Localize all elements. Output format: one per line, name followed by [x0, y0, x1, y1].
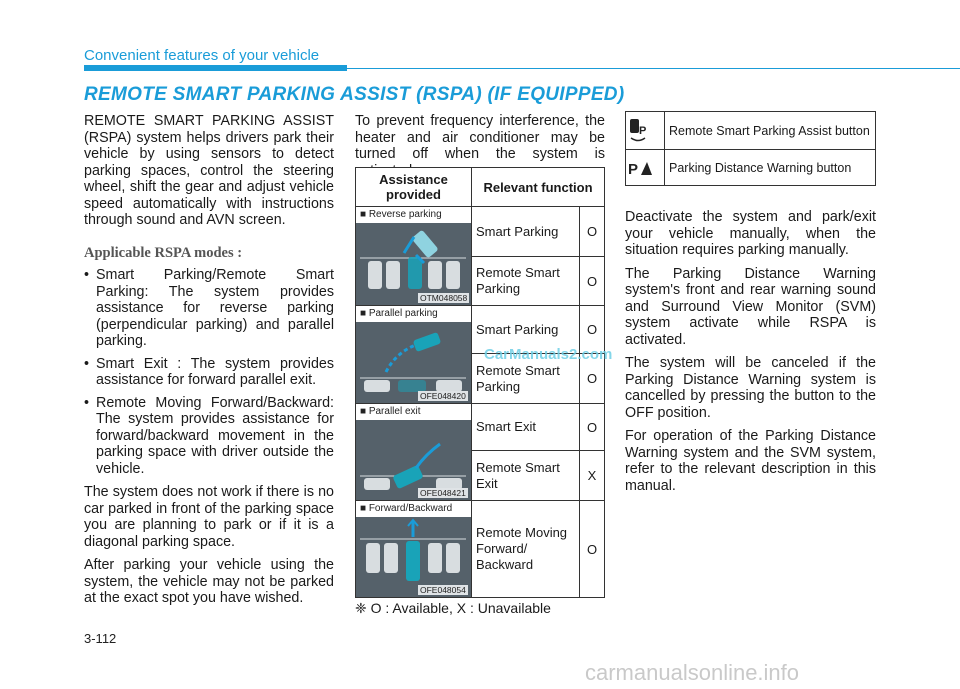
pdw-paragraph: The Parking Distance Warning system's front and rear warning sound and Surround View Monitor (SVM) system activate while RSPA is activated. — [625, 265, 876, 348]
group-label: ■ Parallel exit — [356, 404, 471, 420]
availability: O — [580, 354, 605, 404]
mode-item: • Smart Exit : The system provides assistance for forward parallel exit. — [84, 356, 334, 389]
rspa-modes-table — [355, 167, 605, 598]
forward-backward-illustration — [356, 501, 472, 598]
availability: O — [580, 257, 605, 306]
table-row — [356, 404, 605, 451]
page-number: 3-112 — [84, 631, 117, 646]
interference-paragraph: To prevent frequency interference, the heater and air conditioner may be turned off when the system is — [355, 113, 605, 162]
svg-text:P: P — [639, 124, 647, 137]
table-row — [626, 112, 876, 150]
accuracy-paragraph: After parking your vehicle using the system, the vehicle may not be parked at the exact spot you have wished. — [84, 557, 334, 606]
availability: O — [580, 501, 605, 598]
manual-paragraph: Deactivate the system and park/exit your vehicle manually, when the situation requires parking manually. — [625, 209, 876, 258]
image-code: OFE048054 — [420, 585, 466, 595]
parallel-exit-illustration — [356, 404, 472, 501]
image-code: OFE048421 — [420, 488, 466, 498]
section-header: Convenient features of your vehicle — [84, 47, 320, 64]
table-row — [356, 207, 605, 257]
button-label: Remote Smart Parking Assist button — [665, 112, 876, 150]
section-header-bar — [84, 65, 347, 71]
table-row — [356, 501, 605, 598]
group-label: ■ Forward/Backward — [356, 501, 471, 517]
page-title: REMOTE SMART PARKING ASSIST (RSPA) (IF EQUIPPED) — [84, 84, 625, 105]
section-header-rule — [347, 68, 960, 69]
image-code: OTM048058 — [420, 293, 468, 303]
limitation-paragraph: The system does not work if there is no car parked in front of the parking space you are planning to park or if it is a diagonal parking space. — [84, 484, 334, 550]
mode-item: • Smart Parking/Remote Smart Parking: The system provides assistance for reverse parking (perpendicular parking) and parallel parking. — [84, 267, 334, 350]
reverse-parking-illustration — [356, 207, 472, 306]
watermark-mid: CarManuals2.com — [484, 346, 613, 363]
column-3 — [625, 209, 876, 501]
availability: X — [580, 451, 605, 501]
group-label: ■ Reverse parking — [356, 207, 471, 223]
availability: O — [580, 404, 605, 451]
parking-distance-warning-icon — [626, 150, 665, 186]
header-function: Relevant function — [472, 168, 605, 207]
button-label: Parking Distance Warning button — [665, 150, 876, 186]
table-row — [626, 150, 876, 186]
function-name: Smart Exit — [472, 404, 580, 451]
image-code: OFE048420 — [420, 391, 466, 401]
function-name: Remote Smart Exit — [472, 451, 580, 501]
buttons-table — [625, 111, 876, 186]
modes-list — [84, 267, 334, 477]
cancel-paragraph: The system will be canceled if the Parking Distance Warning system is cancelled by pressing the button to the OFF position. — [625, 355, 876, 421]
table-header-row — [356, 168, 605, 207]
parallel-parking-illustration — [356, 306, 472, 404]
availability: O — [580, 207, 605, 257]
remote-parking-assist-icon — [626, 112, 665, 150]
availability: O — [580, 306, 605, 354]
header-assistance: Assistance provided — [356, 168, 472, 207]
modes-heading: Applicable RSPA modes : — [84, 244, 243, 261]
function-name: Remote Smart Parking — [472, 257, 580, 306]
function-name: Remote Moving Forward/ Backward — [472, 501, 580, 598]
availability-note: ❈ O : Available, X : Unavailable — [355, 600, 551, 616]
svg-text:P: P — [628, 160, 639, 177]
watermark-bottom: carmanualsonline.info — [585, 660, 800, 685]
function-name: Smart Parking — [472, 207, 580, 257]
function-name: Remote Smart Parking — [472, 354, 580, 404]
function-name: Smart Parking — [472, 306, 580, 354]
mode-item: • Remote Moving Forward/Backward: The system provides assistance for forward/backward movement in the parking space with driver outside the vehicle. — [84, 395, 334, 478]
intro-paragraph: REMOTE SMART PARKING ASSIST (RSPA) system helps drivers park their vehicle by using sensors to detect parking spaces, control the steering wheel, shift the gear and adjust vehicle speed automatically with instructions through sound and AVN screen. — [84, 113, 334, 228]
group-label: ■ Parallel parking — [356, 306, 471, 322]
parallel-parking-diagram — [356, 322, 471, 402]
column-1 — [84, 113, 334, 614]
reference-paragraph: For operation of the Parking Distance Warning system and the SVM system, refer to the relevant description in this manual. — [625, 428, 876, 494]
